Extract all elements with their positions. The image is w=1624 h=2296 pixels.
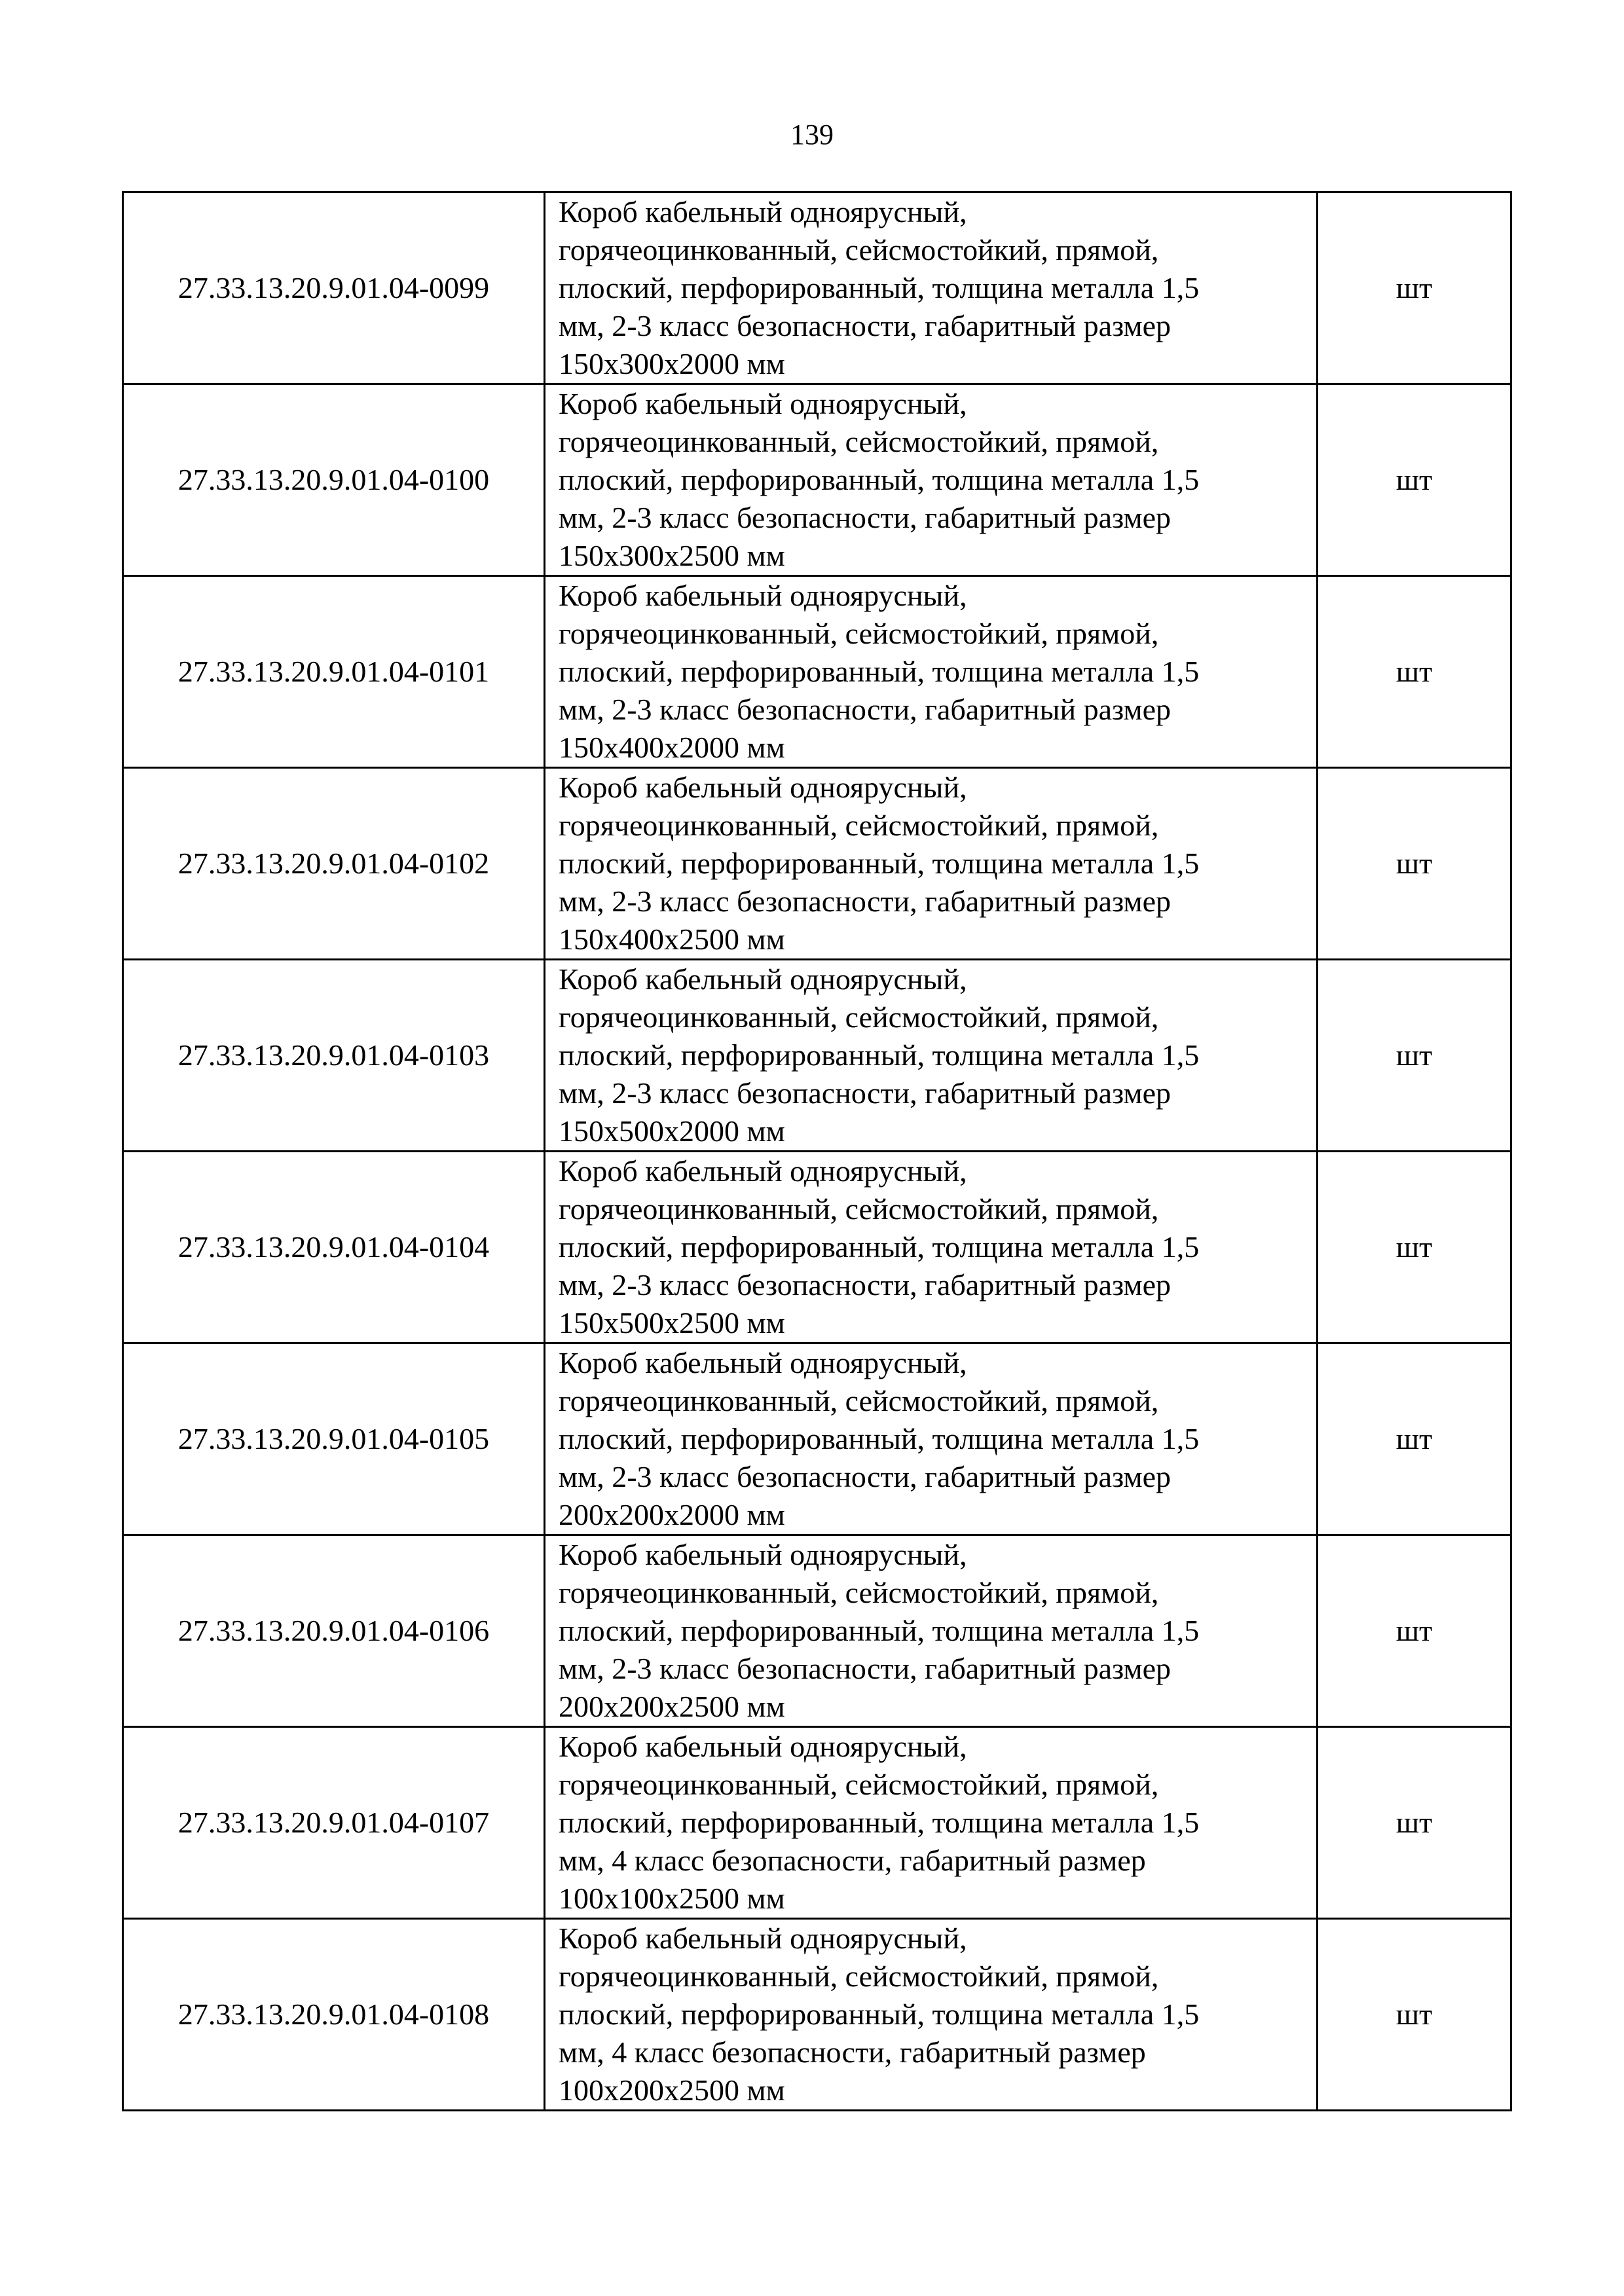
- description-line: плоский, перфорированный, толщина металла 1,5: [559, 463, 1200, 496]
- table-row: [123, 384, 1511, 576]
- table-row: [123, 960, 1511, 1152]
- description-line: горячеоцинкованный, сейсмостойкий, прямой,: [559, 425, 1159, 458]
- description-line: мм, 2-3 класс безопасности, габаритный размер: [559, 884, 1172, 918]
- table-row: [123, 576, 1511, 768]
- item-description: [545, 384, 1318, 576]
- description-line: горячеоцинкованный, сейсмостойкий, прямой,: [559, 233, 1159, 266]
- description-line: мм, 4 класс безопасности, габаритный размер: [559, 2035, 1146, 2069]
- description-line: 150х500х2000 мм: [559, 1114, 785, 1148]
- description-line: Короб кабельный одноярусный,: [559, 387, 967, 420]
- item-unit: шт: [1318, 960, 1511, 1152]
- item-unit: шт: [1318, 1727, 1511, 1919]
- description-line: горячеоцинкованный, сейсмостойкий, прямой,: [559, 1576, 1159, 1609]
- description-line: плоский, перфорированный, толщина металла 1,5: [559, 655, 1200, 688]
- item-description: [545, 1343, 1318, 1535]
- description-line: мм, 2-3 класс безопасности, габаритный размер: [559, 1268, 1172, 1302]
- item-code: 27.33.13.20.9.01.04-0100: [123, 384, 545, 576]
- description-line: 100х200х2500 мм: [559, 2073, 785, 2107]
- table-body: [123, 192, 1511, 2111]
- description-line: Короб кабельный одноярусный,: [559, 579, 967, 612]
- item-unit: шт: [1318, 192, 1511, 384]
- description-line: 150х300х2000 мм: [559, 347, 785, 380]
- description-line: плоский, перфорированный, толщина металла 1,5: [559, 1230, 1200, 1264]
- description-line: Короб кабельный одноярусный,: [559, 1346, 967, 1379]
- description-line: мм, 2-3 класс безопасности, габаритный размер: [559, 501, 1172, 534]
- description-line: Короб кабельный одноярусный,: [559, 962, 967, 996]
- description-line: Короб кабельный одноярусный,: [559, 1730, 967, 1763]
- description-line: 150х300х2500 мм: [559, 539, 785, 572]
- description-line: плоский, перфорированный, толщина металла 1,5: [559, 1997, 1200, 2031]
- item-unit: шт: [1318, 1919, 1511, 2111]
- table-row: [123, 1535, 1511, 1727]
- description-line: 100х100х2500 мм: [559, 1882, 785, 1915]
- item-code: 27.33.13.20.9.01.04-0102: [123, 768, 545, 960]
- description-line: плоский, перфорированный, толщина металла 1,5: [559, 1806, 1200, 1839]
- item-description: [545, 1152, 1318, 1343]
- description-line: мм, 2-3 класс безопасности, габаритный размер: [559, 1652, 1172, 1685]
- description-line: мм, 2-3 класс безопасности, габаритный размер: [559, 1076, 1172, 1110]
- description-line: горячеоцинкованный, сейсмостойкий, прямой,: [559, 1768, 1159, 1801]
- description-line: Короб кабельный одноярусный,: [559, 1538, 967, 1571]
- description-line: 200х200х2500 мм: [559, 1690, 785, 1723]
- description-line: Короб кабельный одноярусный,: [559, 1922, 967, 1955]
- item-unit: шт: [1318, 576, 1511, 768]
- item-code: 27.33.13.20.9.01.04-0104: [123, 1152, 545, 1343]
- item-description: [545, 768, 1318, 960]
- description-line: мм, 2-3 класс безопасности, габаритный размер: [559, 693, 1172, 726]
- item-unit: шт: [1318, 1152, 1511, 1343]
- description-line: мм, 2-3 класс безопасности, габаритный размер: [559, 309, 1172, 342]
- item-description: [545, 192, 1318, 384]
- item-code: 27.33.13.20.9.01.04-0106: [123, 1535, 545, 1727]
- table-row: [123, 768, 1511, 960]
- description-line: мм, 4 класс безопасности, габаритный размер: [559, 1844, 1146, 1877]
- description-line: Короб кабельный одноярусный,: [559, 771, 967, 804]
- description-line: Короб кабельный одноярусный,: [559, 1154, 967, 1188]
- item-unit: шт: [1318, 1535, 1511, 1727]
- item-unit: шт: [1318, 1343, 1511, 1535]
- catalog-table: [122, 191, 1512, 2111]
- description-line: плоский, перфорированный, толщина металла 1,5: [559, 1038, 1200, 1072]
- description-line: плоский, перфорированный, толщина металла 1,5: [559, 847, 1200, 880]
- description-line: Короб кабельный одноярусный,: [559, 195, 967, 228]
- description-line: горячеоцинкованный, сейсмостойкий, прямой,: [559, 1192, 1159, 1226]
- description-line: горячеоцинкованный, сейсмостойкий, прямой,: [559, 617, 1159, 650]
- item-description: [545, 1727, 1318, 1919]
- description-line: горячеоцинкованный, сейсмостойкий, прямой,: [559, 1959, 1159, 1993]
- item-code: 27.33.13.20.9.01.04-0105: [123, 1343, 545, 1535]
- description-line: 200х200х2000 мм: [559, 1498, 785, 1531]
- description-line: 150х400х2000 мм: [559, 731, 785, 764]
- item-code: 27.33.13.20.9.01.04-0101: [123, 576, 545, 768]
- table-row: [123, 192, 1511, 384]
- item-description: [545, 1919, 1318, 2111]
- description-line: плоский, перфорированный, толщина металла 1,5: [559, 1614, 1200, 1647]
- description-line: плоский, перфорированный, толщина металла 1,5: [559, 1422, 1200, 1455]
- item-description: [545, 1535, 1318, 1727]
- table-row: [123, 1727, 1511, 1919]
- item-description: [545, 576, 1318, 768]
- item-code: 27.33.13.20.9.01.04-0103: [123, 960, 545, 1152]
- description-line: горячеоцинкованный, сейсмостойкий, прямой,: [559, 1000, 1159, 1034]
- table-row: [123, 1343, 1511, 1535]
- description-line: 150х500х2500 мм: [559, 1306, 785, 1339]
- description-line: горячеоцинкованный, сейсмостойкий, прямой,: [559, 809, 1159, 842]
- item-description: [545, 960, 1318, 1152]
- description-line: 150х400х2500 мм: [559, 922, 785, 956]
- item-unit: шт: [1318, 384, 1511, 576]
- item-code: 27.33.13.20.9.01.04-0107: [123, 1727, 545, 1919]
- description-line: горячеоцинкованный, сейсмостойкий, прямой,: [559, 1384, 1159, 1417]
- item-code: 27.33.13.20.9.01.04-0099: [123, 192, 545, 384]
- table-row: [123, 1919, 1511, 2111]
- item-code: 27.33.13.20.9.01.04-0108: [123, 1919, 545, 2111]
- description-line: мм, 2-3 класс безопасности, габаритный размер: [559, 1460, 1172, 1493]
- item-unit: шт: [1318, 768, 1511, 960]
- page-number: 139: [790, 118, 834, 151]
- table-row: [123, 1152, 1511, 1343]
- description-line: плоский, перфорированный, толщина металла 1,5: [559, 271, 1200, 304]
